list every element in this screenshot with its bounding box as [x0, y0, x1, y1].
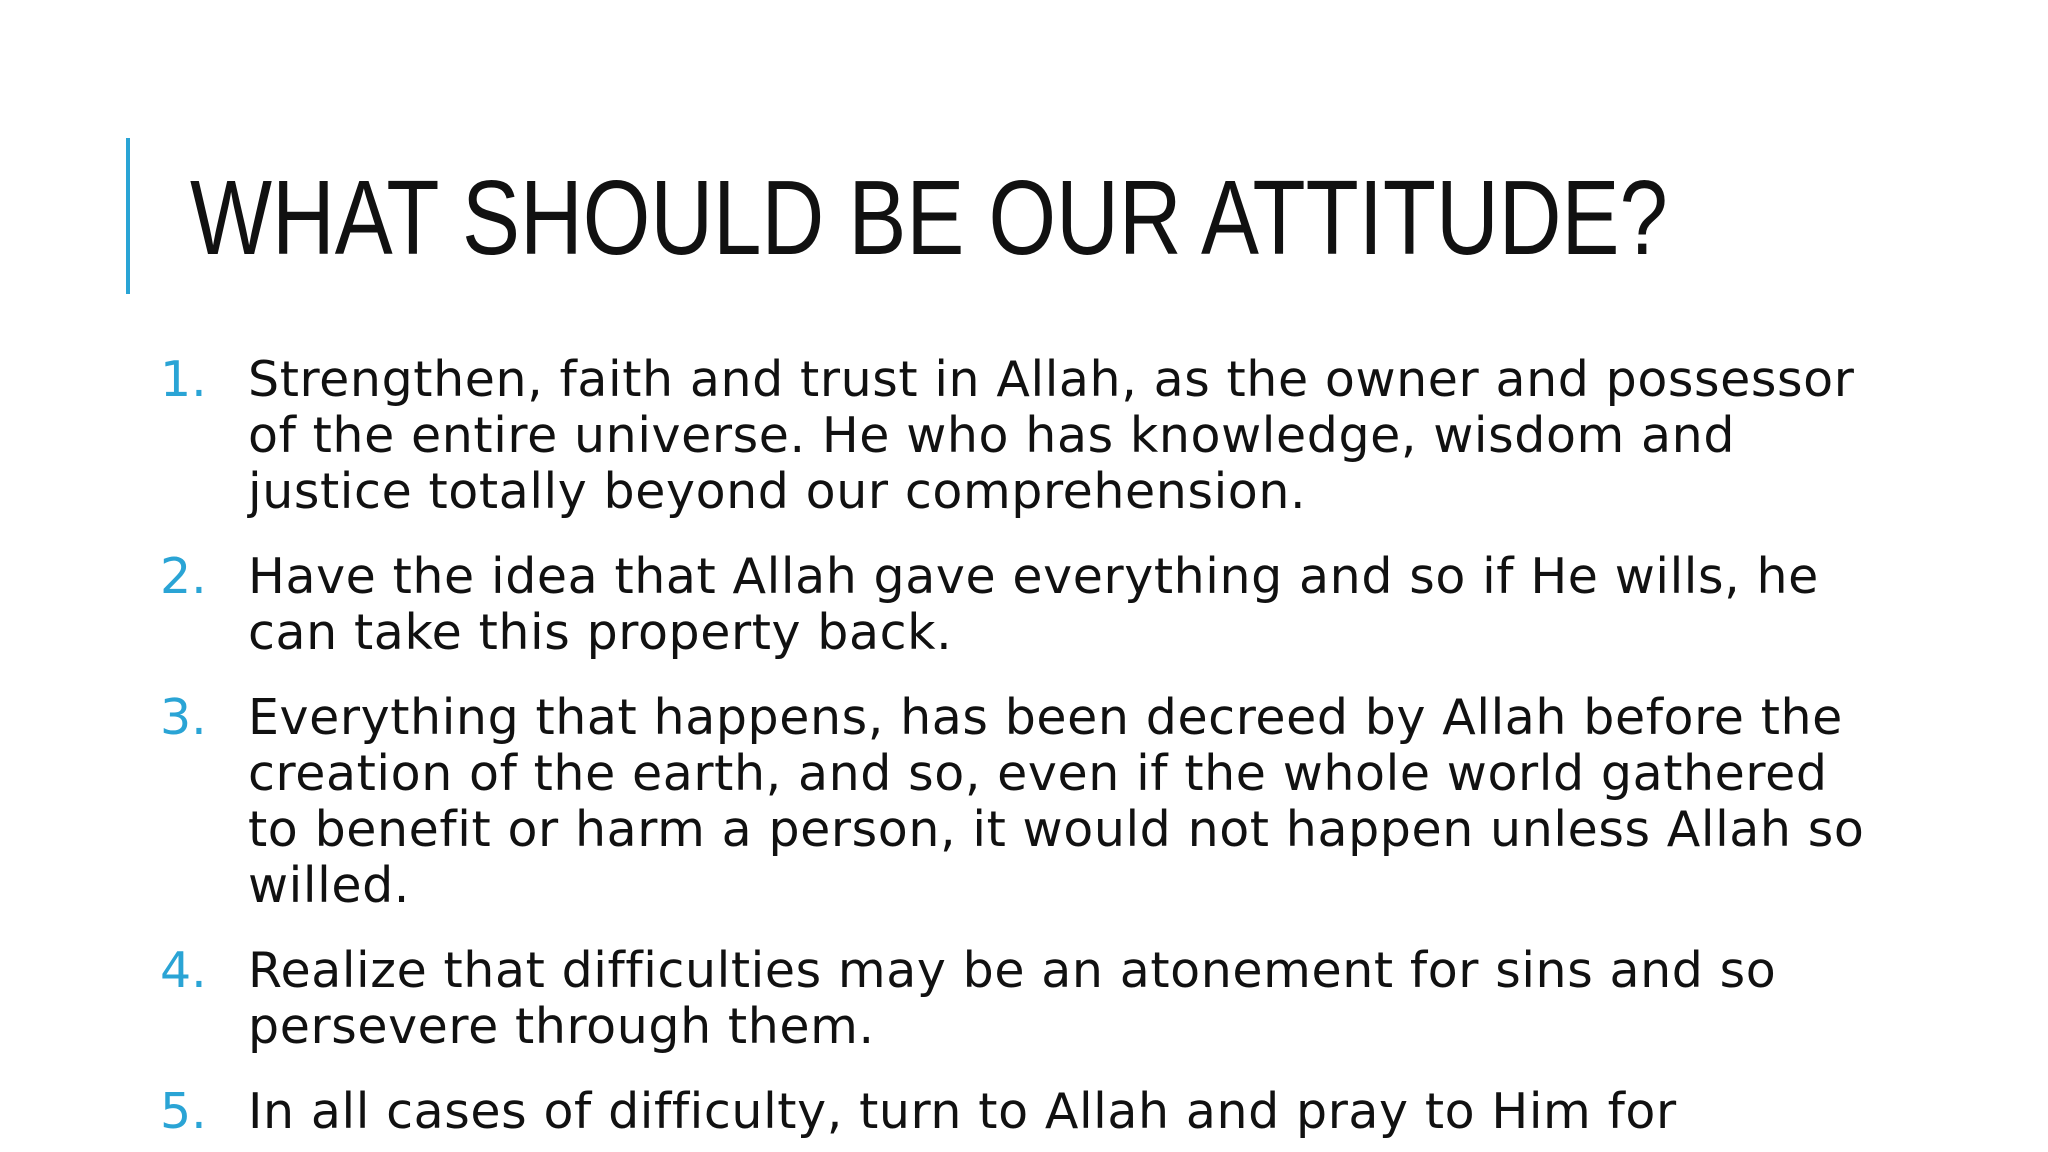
- list-item: [160, 352, 1880, 520]
- attitude-list: [160, 352, 1880, 1152]
- list-item-text: Everything that happens, has been decreed by Allah before the creation of the earth, and so, even if the whole world gathered to benefit or harm a person, it would not happen unless Allah so willed.: [248, 689, 1865, 914]
- list-item-number: 5.: [160, 1083, 207, 1140]
- slide-title: WHAT SHOULD BE OUR ATTITUDE?: [190, 159, 1668, 277]
- list-item-number: 1.: [160, 351, 207, 408]
- list-item: [160, 690, 1880, 914]
- list-item-number: 3.: [160, 689, 207, 746]
- list-item-text: Realize that difficulties may be an atonement for sins and so persevere through them.: [248, 942, 1777, 1055]
- list-item-text: Have the idea that Allah gave everything and so if He wills, he can take this property back.: [248, 548, 1819, 661]
- list-item: [160, 1084, 1880, 1140]
- list-item: [160, 549, 1880, 661]
- list-item-text: Strengthen, faith and trust in Allah, as the owner and possessor of the entire universe. He who has knowledge, wisdom and justice totally beyond our comprehension.: [248, 351, 1855, 520]
- title-accent-bar: [126, 138, 130, 294]
- list-item-text: In all cases of difficulty, turn to Allah and pray to Him for: [248, 1083, 1677, 1140]
- list-item-number: 4.: [160, 942, 207, 999]
- list-item: [160, 943, 1880, 1055]
- list-item-number: 2.: [160, 548, 207, 605]
